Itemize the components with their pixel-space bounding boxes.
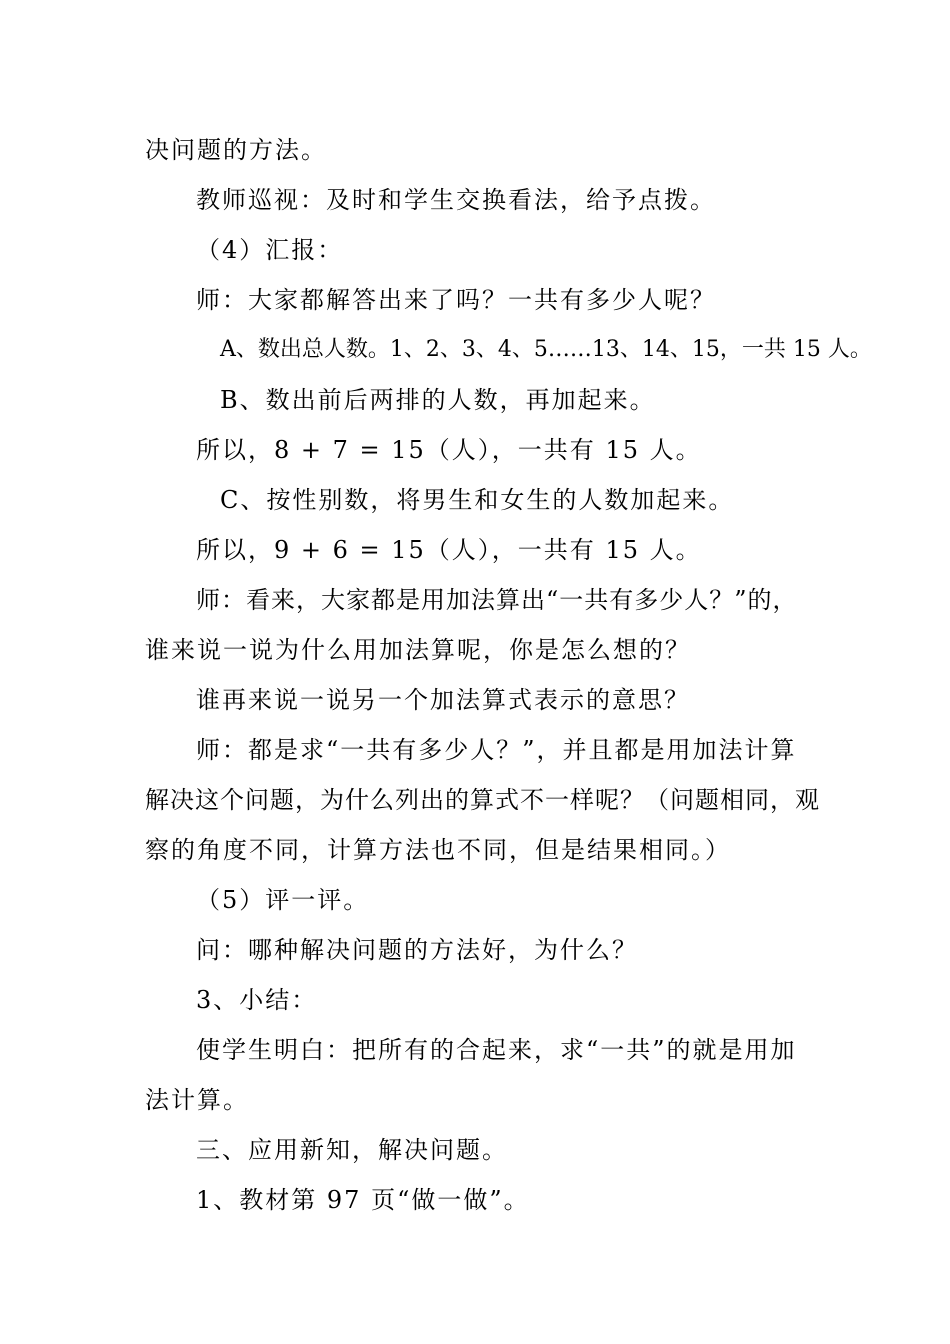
text-line: 师：都是求“一共有多少人？”，并且都是用加法计算: [196, 736, 797, 764]
text-line: 察的角度不同，计算方法也不同，但是结果相同。）: [145, 836, 731, 864]
text-line: 1、教材第 97 页“做一做”。: [196, 1186, 530, 1214]
text-line: 所以，8 + 7 = 15（人），一共有 15 人。: [196, 436, 702, 464]
text-line: 使学生明白：把所有的合起来，求“一共”的就是用加: [196, 1036, 797, 1064]
text-line: 谁来说一说为什么用加法算呢，你是怎么想的？: [145, 636, 691, 664]
text-line: 法计算。: [145, 1086, 249, 1114]
text-line: 决问题的方法。: [145, 136, 327, 164]
text-line: 谁再来说一说另一个加法算式表示的意思？: [196, 686, 690, 714]
text-line: 师：看来，大家都是用加法算出“一共有多少人？”的，: [196, 586, 798, 614]
text-line: 教师巡视：及时和学生交换看法，给予点拨。: [196, 186, 716, 214]
text-line: 所以，9 + 6 = 15（人），一共有 15 人。: [196, 536, 702, 564]
text-line: 3、小结：: [196, 986, 318, 1014]
text-line: （4）汇报：: [196, 236, 344, 264]
text-line: C、按性别数，将男生和女生的人数加起来。: [220, 486, 735, 514]
text-line: 三、应用新知，解决问题。: [196, 1136, 508, 1164]
text-line: 解决这个问题，为什么列出的算式不一样呢？（问题相同，观: [145, 786, 820, 814]
text-line: 问：哪种解决问题的方法好，为什么？: [196, 936, 638, 964]
text-line: （5）评一评。: [196, 886, 370, 914]
text-line: B、数出前后两排的人数，再加起来。: [220, 386, 656, 414]
text-line: 师：大家都解答出来了吗？一共有多少人呢？: [196, 286, 716, 314]
text-line: A、数出总人数。1、2、3、4、5……13、14、15，一共 15 人。: [220, 337, 872, 362]
